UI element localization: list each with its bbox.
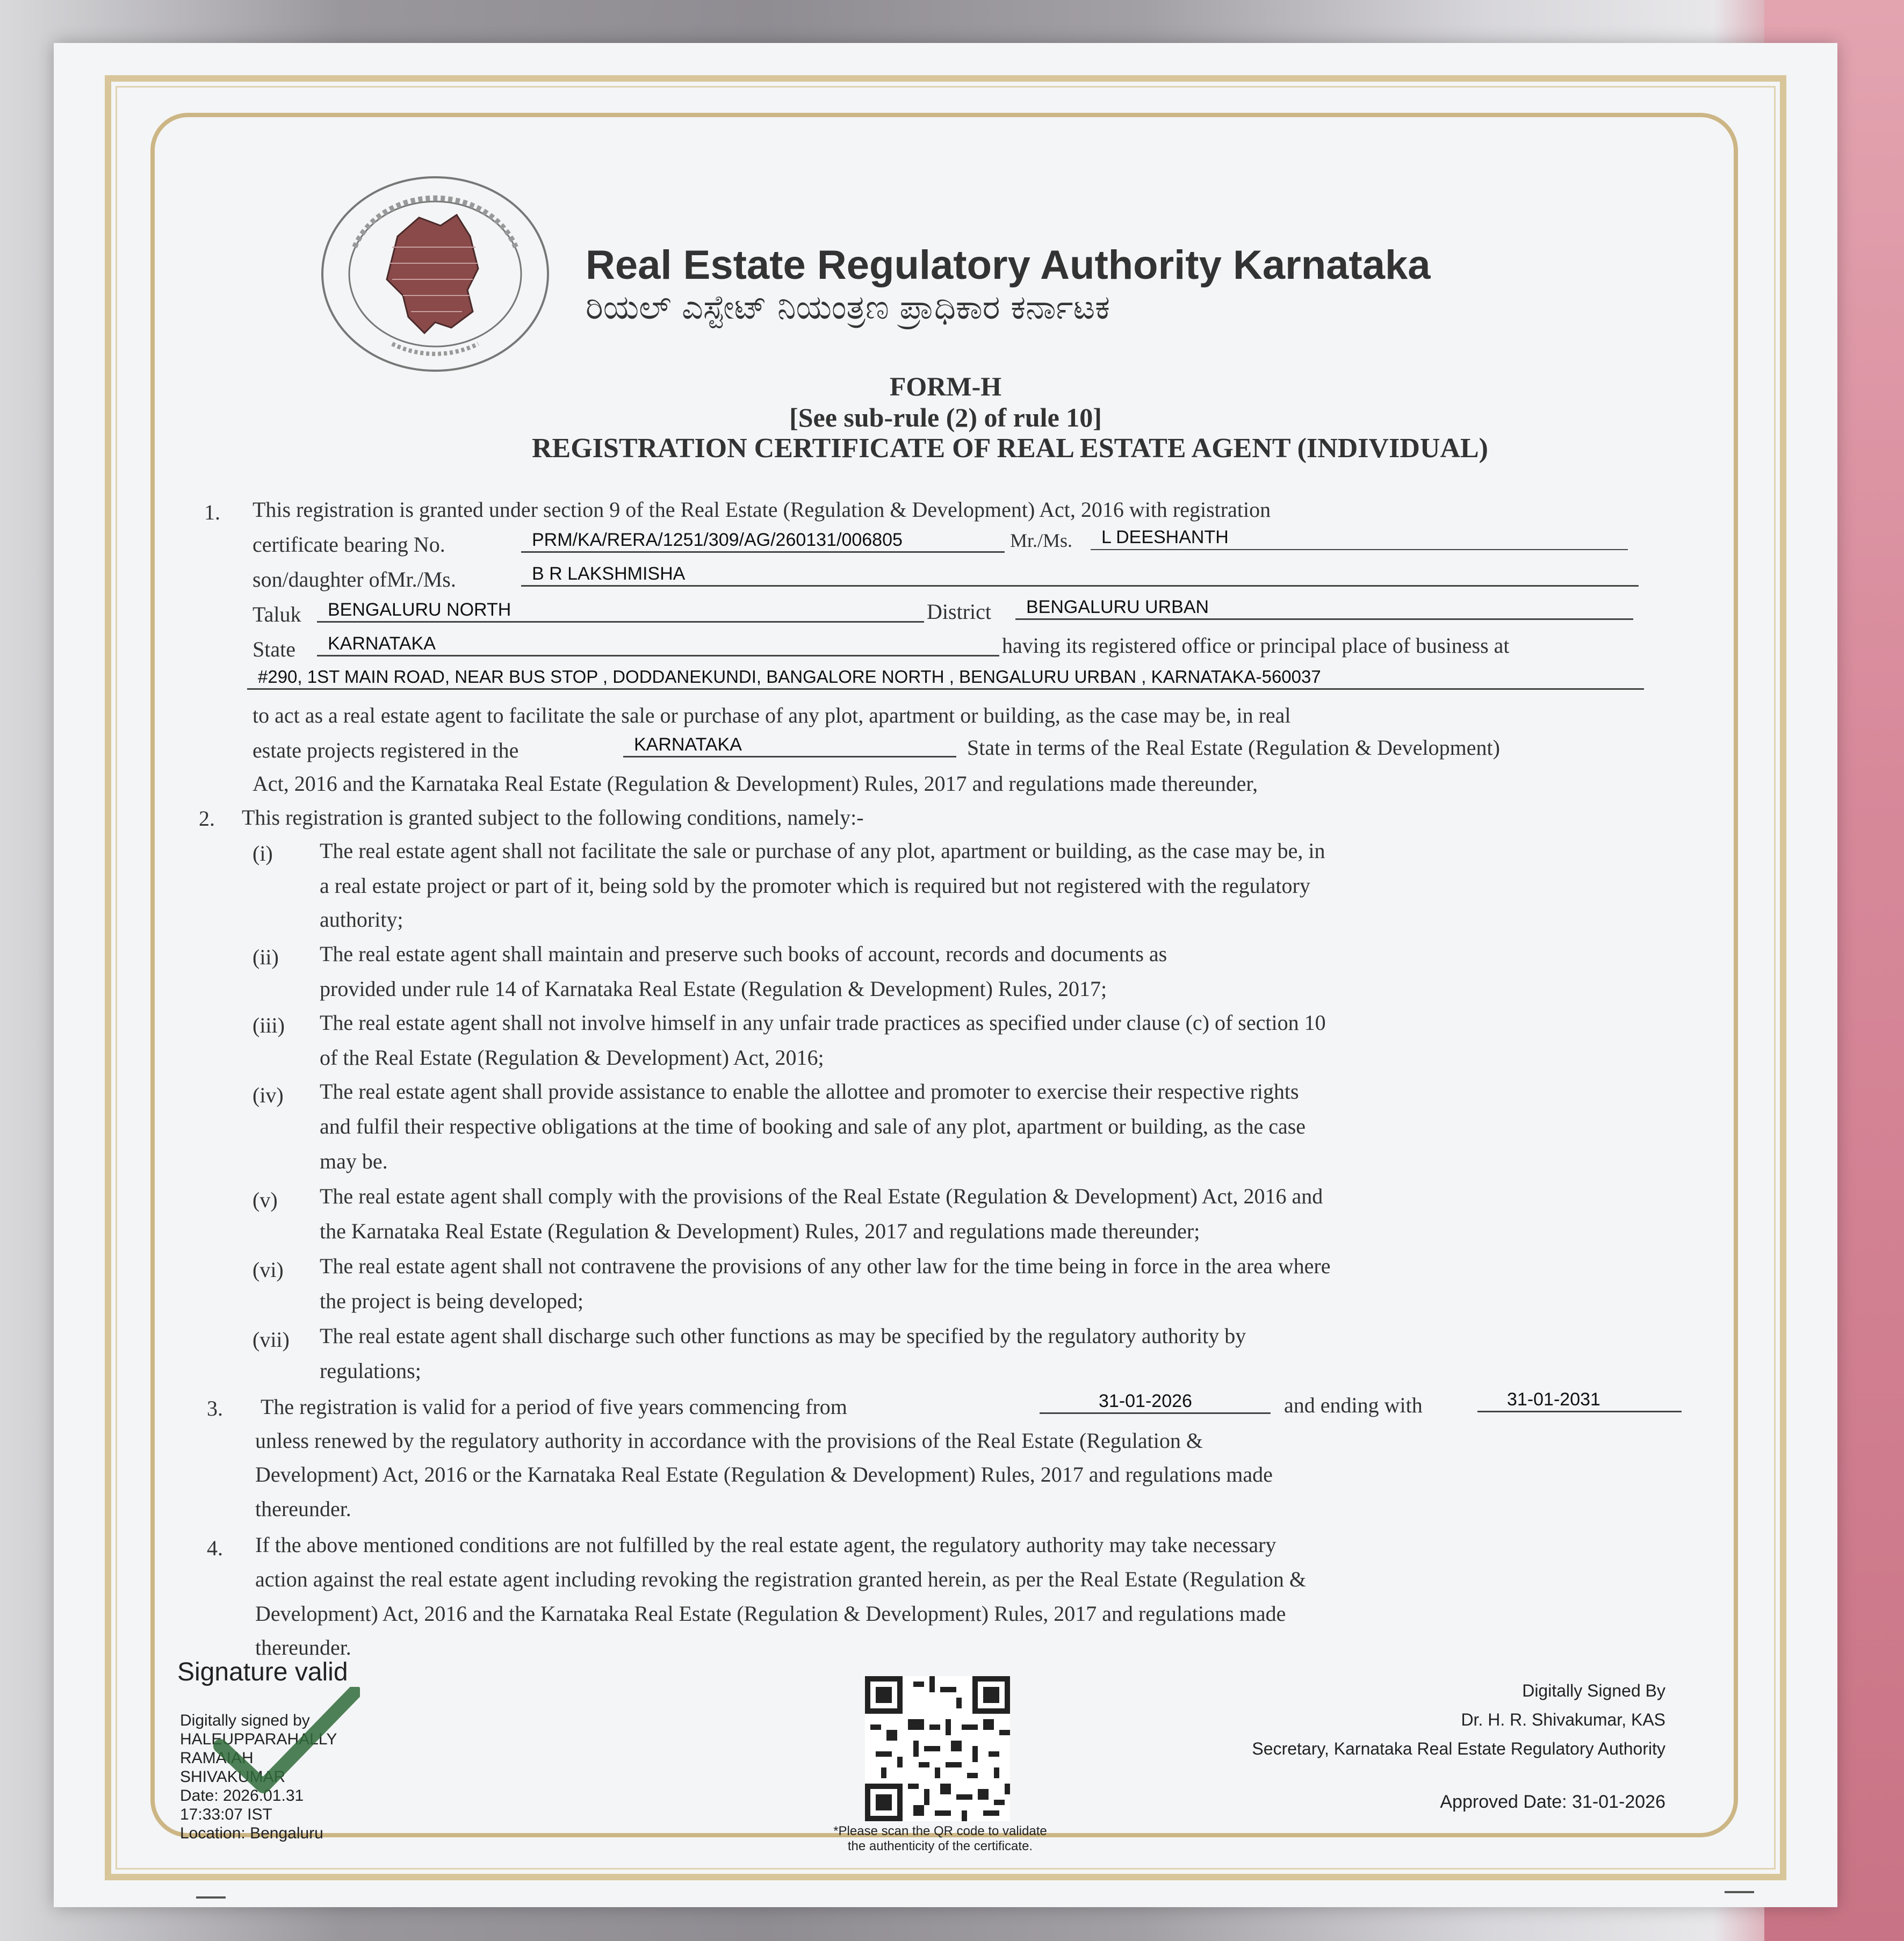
signer-designation: Secretary, Karnataka Real Estate Regulatory Authority	[1252, 1739, 1665, 1758]
taluk-value: BENGALURU NORTH	[317, 599, 924, 623]
projects-state: KARNATAKA	[623, 734, 956, 757]
cert-number: PRM/KA/RERA/1251/309/AG/260131/006805	[521, 529, 1005, 553]
business-address: #290, 1ST MAIN ROAD, NEAR BUS STOP , DODDANEKUNDI, BANGALORE NORTH , BENGALURU URBAN , KARNATAKA-560037	[247, 666, 1644, 690]
taluk-label: Taluk	[253, 602, 301, 626]
signer-name: Dr. H. R. Shivakumar, KAS	[1461, 1710, 1665, 1729]
projects-label: estate projects registered in the	[253, 738, 519, 762]
clause3-text: The registration is valid for a period of five years commencing from	[261, 1395, 847, 1419]
condition-text: The real estate agent shall provide assistance to enable the allottee and promoter to exercise their respective rights	[320, 1079, 1299, 1103]
condition-number: (i)	[253, 841, 273, 865]
corner-mark	[196, 1896, 226, 1899]
condition-text: the Karnataka Real Estate (Regulation & Development) Rules, 2017 and regulations made thereunder;	[320, 1219, 1200, 1243]
condition-number: (iii)	[253, 1013, 285, 1037]
condition-text: and fulfil their respective obligations at the time of booking and sale of any plot, apartment or building, as the case	[320, 1114, 1306, 1138]
rera-seal-logo	[317, 167, 553, 381]
projects-tail: State in terms of the Real Estate (Regulation & Development)	[967, 735, 1500, 760]
parent-name: B R LAKSHMISHA	[521, 563, 1639, 587]
clause-number: 2.	[199, 806, 215, 831]
condition-text: The real estate agent shall not involve himself in any unfair trade practices as specified under clause (c) of section 10	[320, 1011, 1326, 1035]
clause4-text: action against the real estate agent including revoking the registration granted herein, as per the Real Estate (Regulation &	[255, 1567, 1306, 1591]
condition-text: The real estate agent shall maintain and preserve such books of account, records and documents as	[320, 942, 1167, 966]
parent-label: son/daughter ofMr./Ms.	[253, 567, 456, 591]
signature-details: Digitally signed by HALEUPPARAHALLY RAMAIAH SHIVAKUMAR Date: 2026.01.31 17:33:07 IST Location: Bengaluru	[180, 1712, 337, 1842]
corner-mark	[1725, 1891, 1754, 1893]
condition-text: The real estate agent shall not facilitate the sale or purchase of any plot, apartment or building, as the case may be, in	[320, 839, 1325, 863]
signature-status: Signature valid	[177, 1658, 348, 1686]
form-name: FORM-H	[889, 371, 1002, 401]
qr-code	[865, 1676, 1010, 1821]
condition-text: regulations;	[320, 1359, 421, 1383]
clause3-text: unless renewed by the regulatory authority in accordance with the provisions of the Real Estate (Regulation &	[255, 1428, 1203, 1453]
clause4-text: thereunder.	[255, 1635, 351, 1659]
office-label: having its registered office or principal place of business at	[1002, 633, 1510, 658]
valid-to-date: 31-01-2031	[1477, 1389, 1682, 1412]
certificate-page	[54, 43, 1837, 1907]
condition-number: (vi)	[253, 1258, 284, 1282]
condition-text: The real estate agent shall not contravene the provisions of any other law for the time being in force in the area where	[320, 1254, 1331, 1278]
clause1-act-line: to act as a real estate agent to facilitate the sale or purchase of any plot, apartment or building, as the case may be, in real	[253, 703, 1291, 727]
clause3-text: and ending with	[1284, 1393, 1423, 1417]
clause4-text: Development) Act, 2016 and the Karnataka Real Estate (Regulation & Development) Rules, 2017 and regulations made	[255, 1601, 1286, 1626]
clause-number: 1.	[204, 500, 220, 524]
authority-name-kn: ರಿಯಲ್ ಎಸ್ಟೇಟ್ ನಿಯಂತ್ರಣ ಪ್ರಾಧಿಕಾರ ಕರ್ನಾಟಕ	[586, 287, 1110, 327]
agent-name: L DEESHANTH	[1091, 526, 1628, 550]
condition-text: a real estate project or part of it, being sold by the promoter which is required but not registered with the regulatory	[320, 874, 1310, 898]
condition-number: (iv)	[253, 1083, 284, 1107]
state-value: KARNATAKA	[317, 633, 999, 656]
condition-number: (ii)	[253, 945, 279, 969]
clause4-text: If the above mentioned conditions are not fulfilled by the real estate agent, the regulatory authority may take necessary	[255, 1533, 1276, 1557]
clause3-text: thereunder.	[255, 1497, 351, 1521]
clause2-intro: This registration is granted subject to the following conditions, namely:-	[242, 805, 864, 829]
district-label: District	[927, 600, 991, 624]
state-label: State	[253, 637, 295, 661]
district-value: BENGALURU URBAN	[1015, 596, 1633, 620]
valid-check-icon	[210, 1687, 360, 1794]
valid-from-date: 31-01-2026	[1040, 1390, 1271, 1414]
condition-number: (v)	[253, 1188, 278, 1212]
authority-name-en: Real Estate Regulatory Authority Karnataka	[586, 242, 1431, 288]
clause1-line1: This registration is granted under section 9 of the Real Estate (Regulation & Development) Act, 2016 with registration	[253, 497, 1271, 522]
condition-text: The real estate agent shall comply with the provisions of the Real Estate (Regulation & Development) Act, 2016 and	[320, 1184, 1323, 1208]
qr-note: *Please scan the QR code to validate the authenticity of the certificate.	[833, 1824, 1047, 1853]
condition-text: the project is being developed;	[320, 1289, 583, 1313]
condition-text: authority;	[320, 907, 403, 932]
signer-line: Digitally Signed By	[1522, 1681, 1665, 1700]
condition-number: (vii)	[253, 1327, 290, 1352]
clause1-end: Act, 2016 and the Karnataka Real Estate (Regulation & Development) Rules, 2017 and regulations made thereunder,	[253, 771, 1258, 796]
condition-text: may be.	[320, 1149, 388, 1173]
form-rule: [See sub-rule (2) of rule 10]	[789, 402, 1102, 432]
clause-number: 4.	[207, 1536, 223, 1560]
signer-block	[1252, 1676, 1665, 1763]
cert-label: certificate bearing No.	[253, 532, 445, 557]
clause3-text: Development) Act, 2016 or the Karnataka Real Estate (Regulation & Development) Rules, 2017 and regulations made	[255, 1462, 1273, 1487]
mrms-label: Mr./Ms.	[1010, 530, 1073, 551]
approved-date: Approved Date: 31-01-2026	[1440, 1792, 1665, 1812]
clause-number: 3.	[207, 1396, 223, 1420]
condition-text: of the Real Estate (Regulation & Development) Act, 2016;	[320, 1045, 824, 1070]
condition-text: provided under rule 14 of Karnataka Real Estate (Regulation & Development) Rules, 2017;	[320, 977, 1107, 1001]
condition-text: The real estate agent shall discharge such other functions as may be specified by the regulatory authority by	[320, 1324, 1246, 1348]
form-title: REGISTRATION CERTIFICATE OF REAL ESTATE AGENT (INDIVIDUAL)	[531, 433, 1488, 464]
